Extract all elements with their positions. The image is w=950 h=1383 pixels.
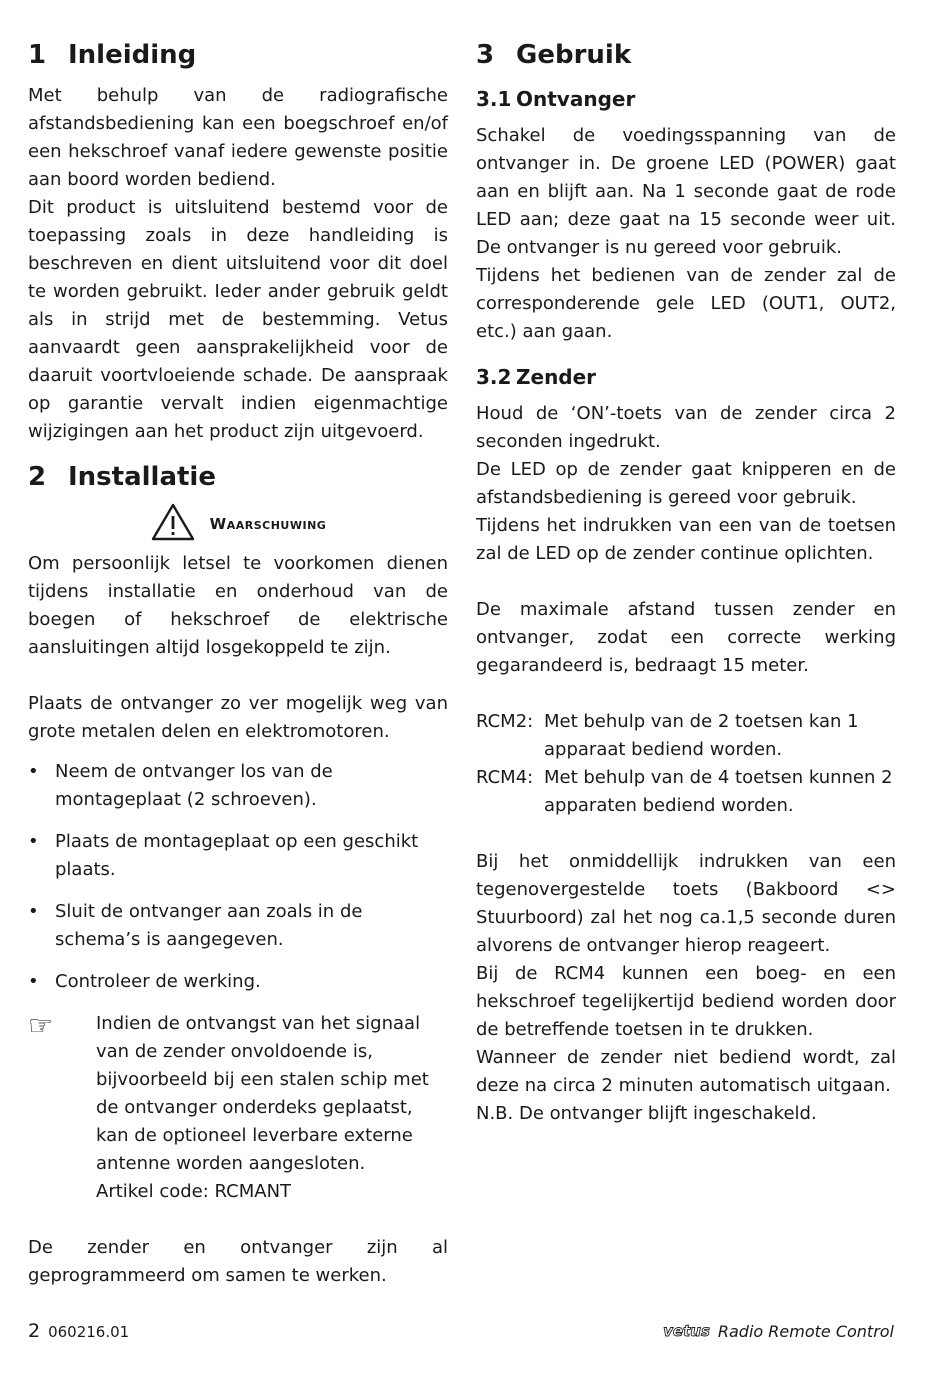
page-number: 2	[28, 1320, 41, 1342]
warning-block	[28, 504, 448, 544]
note-text: Indien de ontvangst van het signaal van de zender onvoldoende is, bijvoorbeeld bij een stalen schip met de ontvanger onderdeks geplaatst, kan de optioneel leverbare externe antenne worden aangesloten.	[96, 1013, 429, 1174]
list-item: • Plaats de montageplaat op een geschikt plaats.	[28, 828, 448, 884]
transmitter-paragraph-4: De maximale afstand tussen zender en ontvanger, zodat een correcte werking gegarandeerd is, bedraagt 15 meter.	[476, 599, 896, 676]
article-code: Artikel code: RCMANT	[96, 1181, 292, 1202]
receiver-paragraph-2: Tijdens het bedienen van de zender zal de corresponderende gele LED (OUT1, OUT2, etc.) aan gaan.	[476, 265, 896, 342]
document-code: 060216.01	[48, 1323, 130, 1341]
list-item: • Controleer de werking.	[28, 968, 448, 996]
installation-paragraph-1: Om persoonlijk letsel te voorkomen dienen tijdens installatie en onderhoud van de boegen of hekschroef de elektrische aansluitingen altijd losgekoppeld te zijn.	[28, 553, 448, 658]
rcm4-row: RCM4: Met behulp van de 4 toetsen kunnen 2 apparaten bediend worden.	[476, 767, 893, 816]
section-3-1-heading: 3.1 Ontvanger	[476, 87, 636, 111]
antenna-note	[28, 1010, 448, 1206]
installation-paragraph-3: De zender en ontvanger zijn al geprogrammeerd om samen te werken.	[28, 1237, 448, 1286]
list-item: • Neem de ontvanger los van de montageplaat (2 schroeven).	[28, 758, 448, 814]
section-3-2-heading: 3.2 Zender	[476, 365, 597, 389]
transmitter-paragraph-6: Bij de RCM4 kunnen een boeg- en een hekschroef tegelijkertijd bediend worden door de betreffende toetsen in te drukken.	[476, 963, 896, 1040]
warning-label: Waarschuwing	[209, 515, 327, 533]
transmitter-paragraph-8: N.B. De ontvanger blijft ingeschakeld.	[476, 1103, 817, 1124]
transmitter-paragraph-2: De LED op de zender gaat knipperen en de afstandsbediening is gereed voor gebruik.	[476, 459, 896, 508]
section-2-heading: 2 Installatie	[28, 462, 216, 492]
transmitter-paragraph-5: Bij het onmiddellijk indrukken van een tegenovergestelde toets (Bakboord <> Stuurboord) zal het nog ca.1,5 seconde duren alvorens de ontvanger hierop reageert.	[476, 851, 896, 956]
page-footer	[28, 1318, 894, 1344]
transmitter-paragraph-3: Tijdens het indrukken van een van de toetsen zal de LED op de zender continue oplichten.	[476, 515, 896, 564]
right-column	[476, 30, 896, 1128]
intro-paragraph-1: Met behulp van de radiografische afstandsbediening kan een boegschroef en/of een hekschroef vanaf iedere gewenste positie aan boord worden bediend.	[28, 85, 448, 190]
left-column	[28, 30, 448, 1290]
transmitter-paragraph-7: Wanneer de zender niet bediend wordt, zal deze na circa 2 minuten automatisch uitgaan.	[476, 1047, 896, 1096]
list-item: • Sluit de ontvanger aan zoals in de schema’s is aangegeven.	[28, 898, 448, 954]
installation-steps	[28, 758, 448, 996]
section-3-heading: 3 Gebruik	[476, 40, 632, 70]
vetus-logo: vetus	[663, 1322, 710, 1340]
section-1-heading: 1 Inleiding	[28, 40, 197, 70]
transmitter-paragraph-1: Houd de ‘ON’-toets van de zender circa 2 seconden ingedrukt.	[476, 403, 896, 452]
pointing-hand-icon: ☞	[28, 1009, 54, 1042]
receiver-paragraph-1: Schakel de voedingsspanning van de ontvanger in. De groene LED (POWER) gaat aan en blijft aan. Na 1 seconde gaat de rode LED aan; deze gaat na 15 seconde weer uit. De ontvanger is nu gereed voor gebruik.	[476, 125, 896, 258]
installation-paragraph-2: Plaats de ontvanger zo ver mogelijk weg van grote metalen delen en elektromotoren.	[28, 693, 448, 742]
intro-paragraph-2: Dit product is uitsluitend bestemd voor de toepassing zoals in deze handleiding is beschreven en dient uitsluitend voor dit doel te worden gebruikt. Ieder ander gebruik geldt als in strijd met de bestemming. Vetus aanvaardt geen aansprakelijkheid voor de daaruit voortvloeiende schade. De aanspraak op garantie vervalt indien eigenmachtige wijzigingen aan het product zijn uitgevoerd.	[28, 197, 448, 442]
rcm2-row: RCM2: Met behulp van de 2 toetsen kan 1 apparaat bediend worden.	[476, 711, 859, 760]
product-name: Radio Remote Control	[717, 1321, 894, 1341]
warning-triangle-icon	[150, 502, 196, 546]
